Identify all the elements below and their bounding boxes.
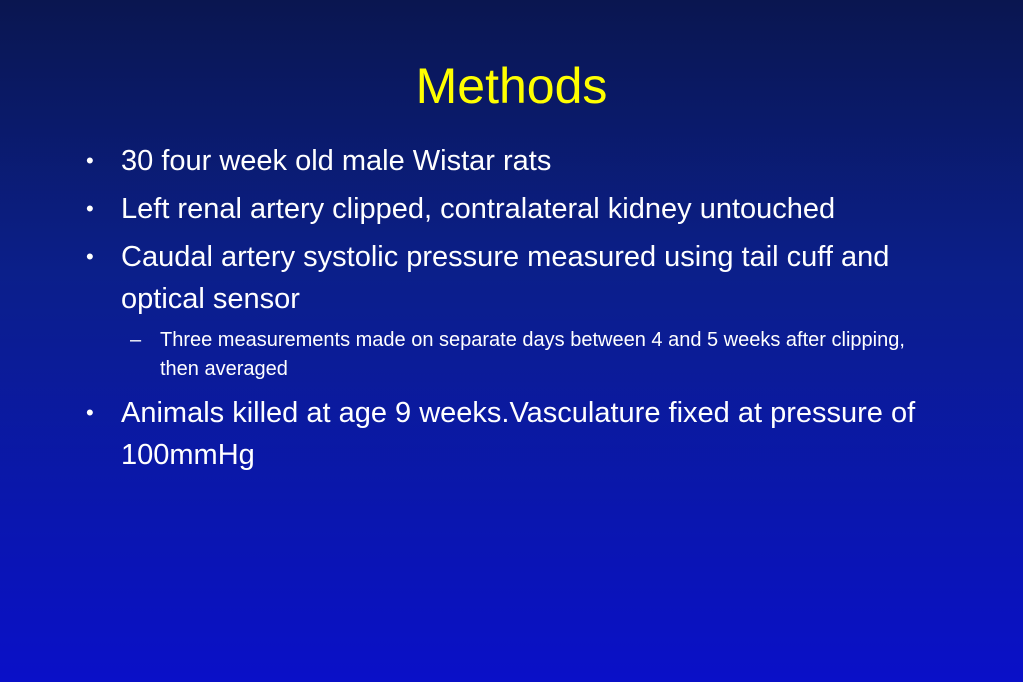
bullet-marker: • xyxy=(86,400,94,425)
bullet-marker: • xyxy=(86,148,94,173)
bullet-text: Caudal artery systolic pressure measured using tail cuff and optical sensor xyxy=(121,241,890,315)
bullet-item xyxy=(86,236,946,320)
sub-bullet-list xyxy=(86,326,946,384)
sub-bullet-item xyxy=(86,326,946,384)
bullet-item xyxy=(86,188,946,230)
slide-title: Methods xyxy=(415,58,608,114)
sub-bullet-marker: – xyxy=(130,329,142,351)
bullet-marker: • xyxy=(86,196,94,221)
bullet-item xyxy=(86,392,946,476)
bullet-item xyxy=(86,140,946,182)
sub-bullet-text: Three measurements made on separate days between 4 and 5 weeks after clipping, then averaged xyxy=(160,329,905,380)
bullet-text: Animals killed at age 9 weeks.Vasculature fixed at pressure of 100mmHg xyxy=(121,397,916,471)
bullet-text: Left renal artery clipped, contralateral kidney untouched xyxy=(121,193,836,225)
sub-bullet-group xyxy=(86,326,946,384)
bullet-marker: • xyxy=(86,244,94,269)
bullet-list xyxy=(86,140,946,482)
bullet-text: 30 four week old male Wistar rats xyxy=(121,145,552,177)
